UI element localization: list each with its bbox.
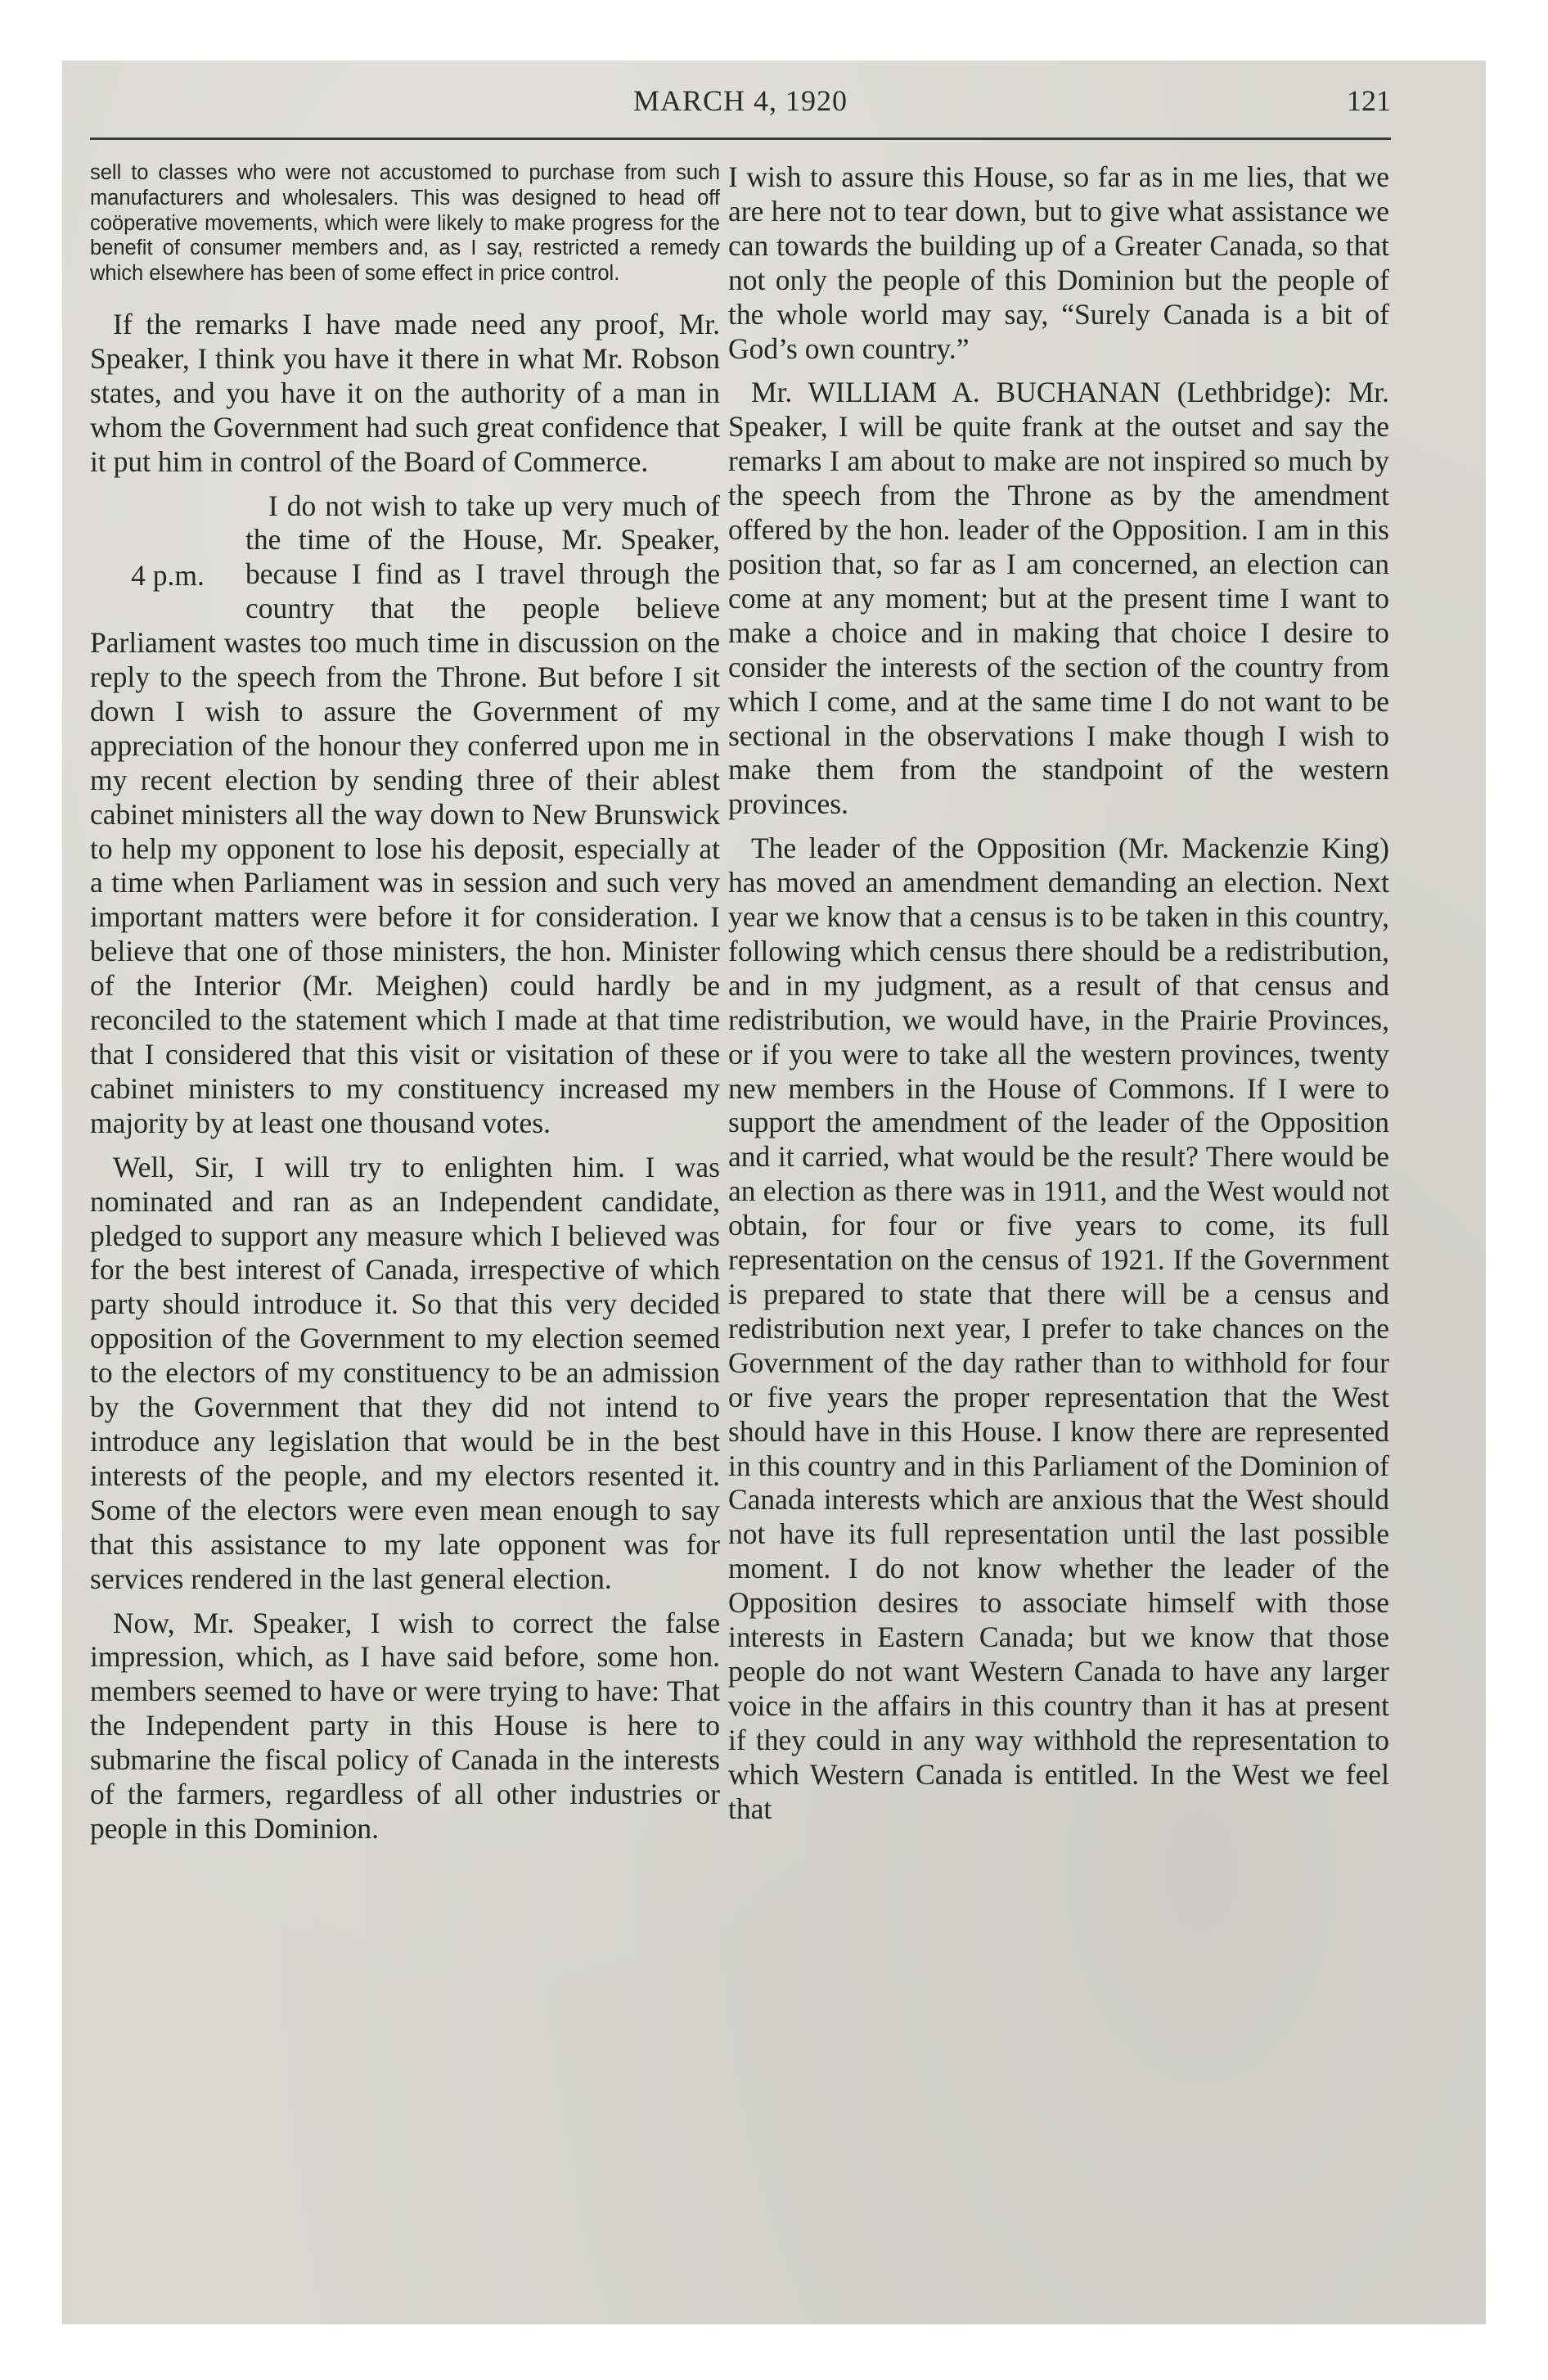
paragraph: I do not wish to take up very much of the time of the House, Mr. Speaker, because I find as I travel through the country that the people believe Parliament wastes too much time in discussion on the reply to the speech from the Throne. But before I sit down I wish to assure the Government of my appreciation of the honour they conferred upon me in my recent election by sending three of their ablest cabinet ministers all the way down to New Brunswick to help my opponent to lose his deposit, especially at a time when Parliament was in session and such very important matters were before it for consideration. I believe that one of those ministers, the hon. Minister of the Interior (Mr. Meighen) could hardly be reconciled to the statement which I made at that time that I considered that this visit or visitation of these cabinet ministers to my constituency increased my majority by at least one thousand votes. [90, 489, 720, 1139]
header-date: MARCH 4, 1920 [632, 84, 848, 117]
paragraph: Now, Mr. Speaker, I wish to correct the false impression, which, as I have said before, some hon. members seemed to have or were trying to have: That the Independent party in this House is here to submarine the fiscal policy of Canada in the interests of the farmers, regardless of all other industries or people in this Dominion. [90, 1606, 720, 1845]
paragraph: The leader of the Opposition (Mr. Mackenzie King) has moved an amendment demanding an election. Next year we know that a census is to be taken in this country, following which census there should be a redistribution, and in my judgment, as a result of that census and redistribution, we would have, in the Prairie Provinces, or if you were to take all the western provinces, twenty new members in the House of Commons. If I were to support the amendment of the leader of the Opposition and it carried, what would be the result? There would be an election as there was in 1911, and the West would not obtain, for four or five years to come, its full representation on the census of 1921. If the Government is prepared to state that there will be a census and redistribution next year, I prefer to take chances on the Government of the day rather than to withhold for four or five years the proper representation that the West should have in this House. I know there are represented in this country and in this Parliament of the Dominion of Canada interests which are anxious that the West should not have its full representation until the last possible moment. I do not know whether the leader of the Opposition desires to associate himself with those interests in Eastern Canada; but we know that those people do not want Western Canada to have any larger voice in the affairs in this country than it has at present if they could in any way withhold the representation to which Western Canada is entitled. In the West we feel that [728, 832, 1389, 1825]
paragraph-continued: sell to classes who were not accustomed to purchase from such manufacturers and wholesalers. This was designed to head off coöperative movements, which were likely to make progress for the benefit of consumer members and, as I say, restricted a remedy which elsewhere has been of some effect in price control. [90, 161, 720, 286]
paragraph: I wish to assure this House, so far as in me lies, that we are here not to tear down, but to give what assistance we can towards the building up of a Greater Canada, so that not only the people of this Dominion but the people of the whole world may say, “Surely Canada is a bit of God’s own country.” [728, 160, 1389, 365]
paragraph: If the remarks I have made need any proof, Mr. Speaker, I think you have it there in what Mr. Robson states, and you have it on the authority of a man in whom the Government had such great confidence that it put him in control of the Board of Commerce. [90, 307, 720, 478]
paragraph-with-timestamp [90, 489, 720, 1141]
speaker-paragraph: Mr. WILLIAM A. BUCHANAN (Lethbridge): Mr. Speaker, I will be quite frank at the outset and say the remarks I am about to make are not inspired so much by the speech from the Throne as by the amendment offered by the hon. leader of the Opposition. I am in this position that, so far as I am concerned, an election can come at any moment; but at the present time I want to make a choice and in making that choice I desire to consider the interests of the section of the country from which I come, and at the same time I do not want to be sectional in the observations I make though I wish to make them from the standpoint of the western provinces. [728, 376, 1389, 821]
header-rule [90, 137, 1391, 140]
left-column [90, 160, 720, 1856]
running-header [90, 79, 1391, 128]
right-column [728, 160, 1389, 1837]
page-number: 121 [1347, 84, 1391, 117]
paragraph: Well, Sir, I will try to enlighten him. I was nominated and ran as an Independent candidate, pledged to support any measure which I believed was for the best interest of Canada, irrespective of which party should introduce it. So that this very decided opposition of the Government to my election seemed to the electors of my constituency to be an admission by the Government that they did not intend to introduce any legislation that would be in the best interests of the people, and my electors resented it. Some of the electors were even mean enough to say that this assistance to my late opponent was for services rendered in the last general election. [90, 1150, 720, 1595]
sitting-timestamp: 4 p.m. [131, 558, 205, 592]
